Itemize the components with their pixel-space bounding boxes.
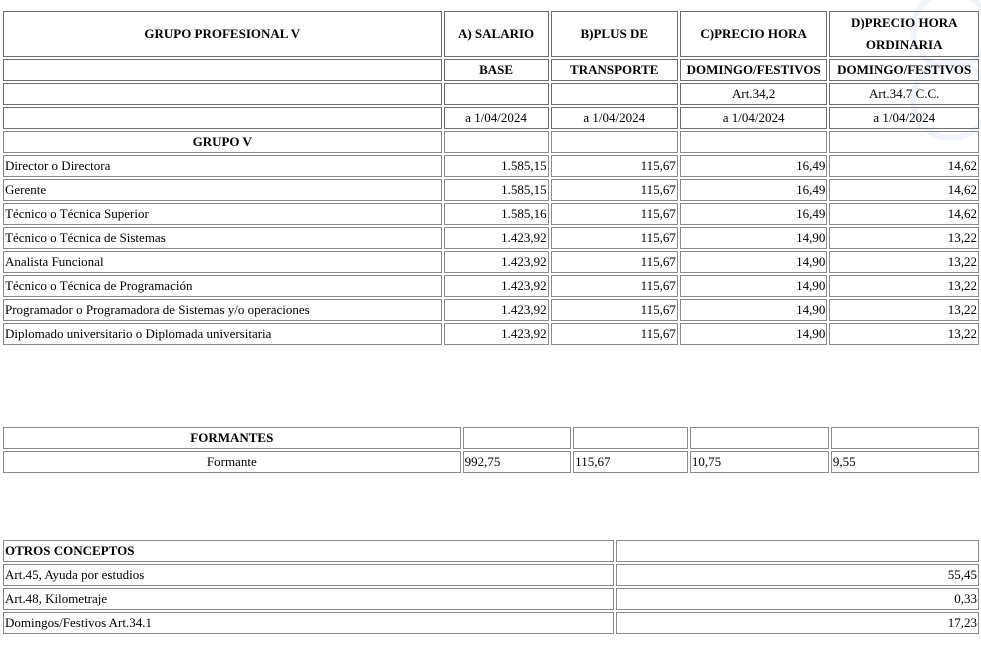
row-plus: 115,67 — [551, 323, 678, 345]
row-precio-hora: 16,49 — [680, 179, 828, 201]
row-precio-hora: 14,90 — [680, 275, 828, 297]
empty-cell — [690, 427, 829, 449]
group-label: GRUPO V — [3, 131, 442, 153]
empty-cell — [463, 427, 572, 449]
empty-cell — [680, 131, 828, 153]
row-name: Diplomado universitario o Diplomada universitaria — [3, 323, 442, 345]
row-name: Técnico o Técnica de Sistemas — [3, 227, 442, 249]
row-precio-ordinaria: 14,62 — [829, 155, 979, 177]
formante-precio-hora: 10,75 — [690, 451, 829, 473]
header-empty — [444, 83, 549, 105]
empty-cell — [829, 131, 979, 153]
header-date: a 1/04/2024 — [680, 107, 828, 129]
table-row — [3, 251, 979, 273]
otros-value: 17,23 — [616, 612, 979, 634]
header-art-34-7: Art.34.7 C.C. — [829, 83, 979, 105]
row-salario: 1.585,16 — [444, 203, 549, 225]
row-salario: 1.423,92 — [444, 251, 549, 273]
header-transporte: TRANSPORTE — [551, 59, 678, 81]
row-precio-hora: 16,49 — [680, 155, 828, 177]
row-plus: 115,67 — [551, 203, 678, 225]
formantes-table — [1, 425, 981, 475]
table-row — [3, 275, 979, 297]
header-empty — [551, 83, 678, 105]
row-plus: 115,67 — [551, 251, 678, 273]
table-row — [3, 612, 979, 634]
header-precio-ordinaria: D)PRECIO HORA ORDINARIA — [829, 11, 979, 57]
header-empty — [3, 83, 442, 105]
empty-cell — [551, 131, 678, 153]
row-precio-hora: 14,90 — [680, 251, 828, 273]
otros-title: OTROS CONCEPTOS — [3, 540, 614, 562]
row-salario: 1.423,92 — [444, 299, 549, 321]
table-row — [3, 227, 979, 249]
row-name: Programador o Programadora de Sistemas y/o operaciones — [3, 299, 442, 321]
formante-name: Formante — [3, 451, 461, 473]
table-row — [3, 203, 979, 225]
formante-precio-ordinaria: 9,55 — [831, 451, 979, 473]
row-precio-ordinaria: 13,22 — [829, 227, 979, 249]
table-row — [3, 299, 979, 321]
row-precio-hora: 16,49 — [680, 203, 828, 225]
row-precio-ordinaria: 14,62 — [829, 179, 979, 201]
otros-name: Domingos/Festivos Art.34.1 — [3, 612, 614, 634]
header-date: a 1/04/2024 — [551, 107, 678, 129]
table-row — [3, 588, 979, 610]
header-precio-hora: C)PRECIO HORA — [680, 11, 828, 57]
table-row — [3, 179, 979, 201]
row-precio-hora: 14,90 — [680, 227, 828, 249]
salary-table — [1, 9, 981, 347]
otros-value: 0,33 — [616, 588, 979, 610]
empty-cell — [573, 427, 688, 449]
row-precio-ordinaria: 13,22 — [829, 275, 979, 297]
row-name: Director o Directora — [3, 155, 442, 177]
otros-name: Art.48, Kilometraje — [3, 588, 614, 610]
header-date: a 1/04/2024 — [829, 107, 979, 129]
row-plus: 115,67 — [551, 179, 678, 201]
formante-plus: 115,67 — [573, 451, 688, 473]
formante-salario: 992,75 — [463, 451, 572, 473]
header-domingo-festivos-c: DOMINGO/FESTIVOS — [680, 59, 828, 81]
row-salario: 1.423,92 — [444, 323, 549, 345]
otros-conceptos-table — [1, 538, 981, 636]
row-name: Analista Funcional — [3, 251, 442, 273]
table-row — [3, 564, 979, 586]
row-precio-ordinaria: 13,22 — [829, 323, 979, 345]
header-grupo-profesional: GRUPO PROFESIONAL V — [3, 11, 442, 57]
row-salario: 1.585,15 — [444, 179, 549, 201]
row-salario: 1.585,15 — [444, 155, 549, 177]
empty-cell — [444, 131, 549, 153]
row-plus: 115,67 — [551, 227, 678, 249]
row-plus: 115,67 — [551, 275, 678, 297]
row-precio-ordinaria: 13,22 — [829, 251, 979, 273]
row-precio-hora: 14,90 — [680, 299, 828, 321]
table-row — [3, 323, 979, 345]
row-name: Gerente — [3, 179, 442, 201]
row-precio-hora: 14,90 — [680, 323, 828, 345]
row-name: Técnico o Técnica de Programación — [3, 275, 442, 297]
row-plus: 115,67 — [551, 155, 678, 177]
empty-cell — [616, 540, 979, 562]
table-row — [3, 155, 979, 177]
header-date: a 1/04/2024 — [444, 107, 549, 129]
row-precio-ordinaria: 14,62 — [829, 203, 979, 225]
row-name: Técnico o Técnica Superior — [3, 203, 442, 225]
header-base: BASE — [444, 59, 549, 81]
row-salario: 1.423,92 — [444, 227, 549, 249]
row-plus: 115,67 — [551, 299, 678, 321]
empty-cell — [831, 427, 979, 449]
otros-name: Art.45, Ayuda por estudios — [3, 564, 614, 586]
otros-value: 55,45 — [616, 564, 979, 586]
header-domingo-festivos-d: DOMINGO/FESTIVOS — [829, 59, 979, 81]
row-salario: 1.423,92 — [444, 275, 549, 297]
row-precio-ordinaria: 13,22 — [829, 299, 979, 321]
header-salario: A) SALARIO — [444, 11, 549, 57]
header-empty — [3, 107, 442, 129]
header-plus: B)PLUS DE — [551, 11, 678, 57]
header-empty — [3, 59, 442, 81]
formantes-title: FORMANTES — [3, 427, 461, 449]
header-art-34-2: Art.34,2 — [680, 83, 828, 105]
